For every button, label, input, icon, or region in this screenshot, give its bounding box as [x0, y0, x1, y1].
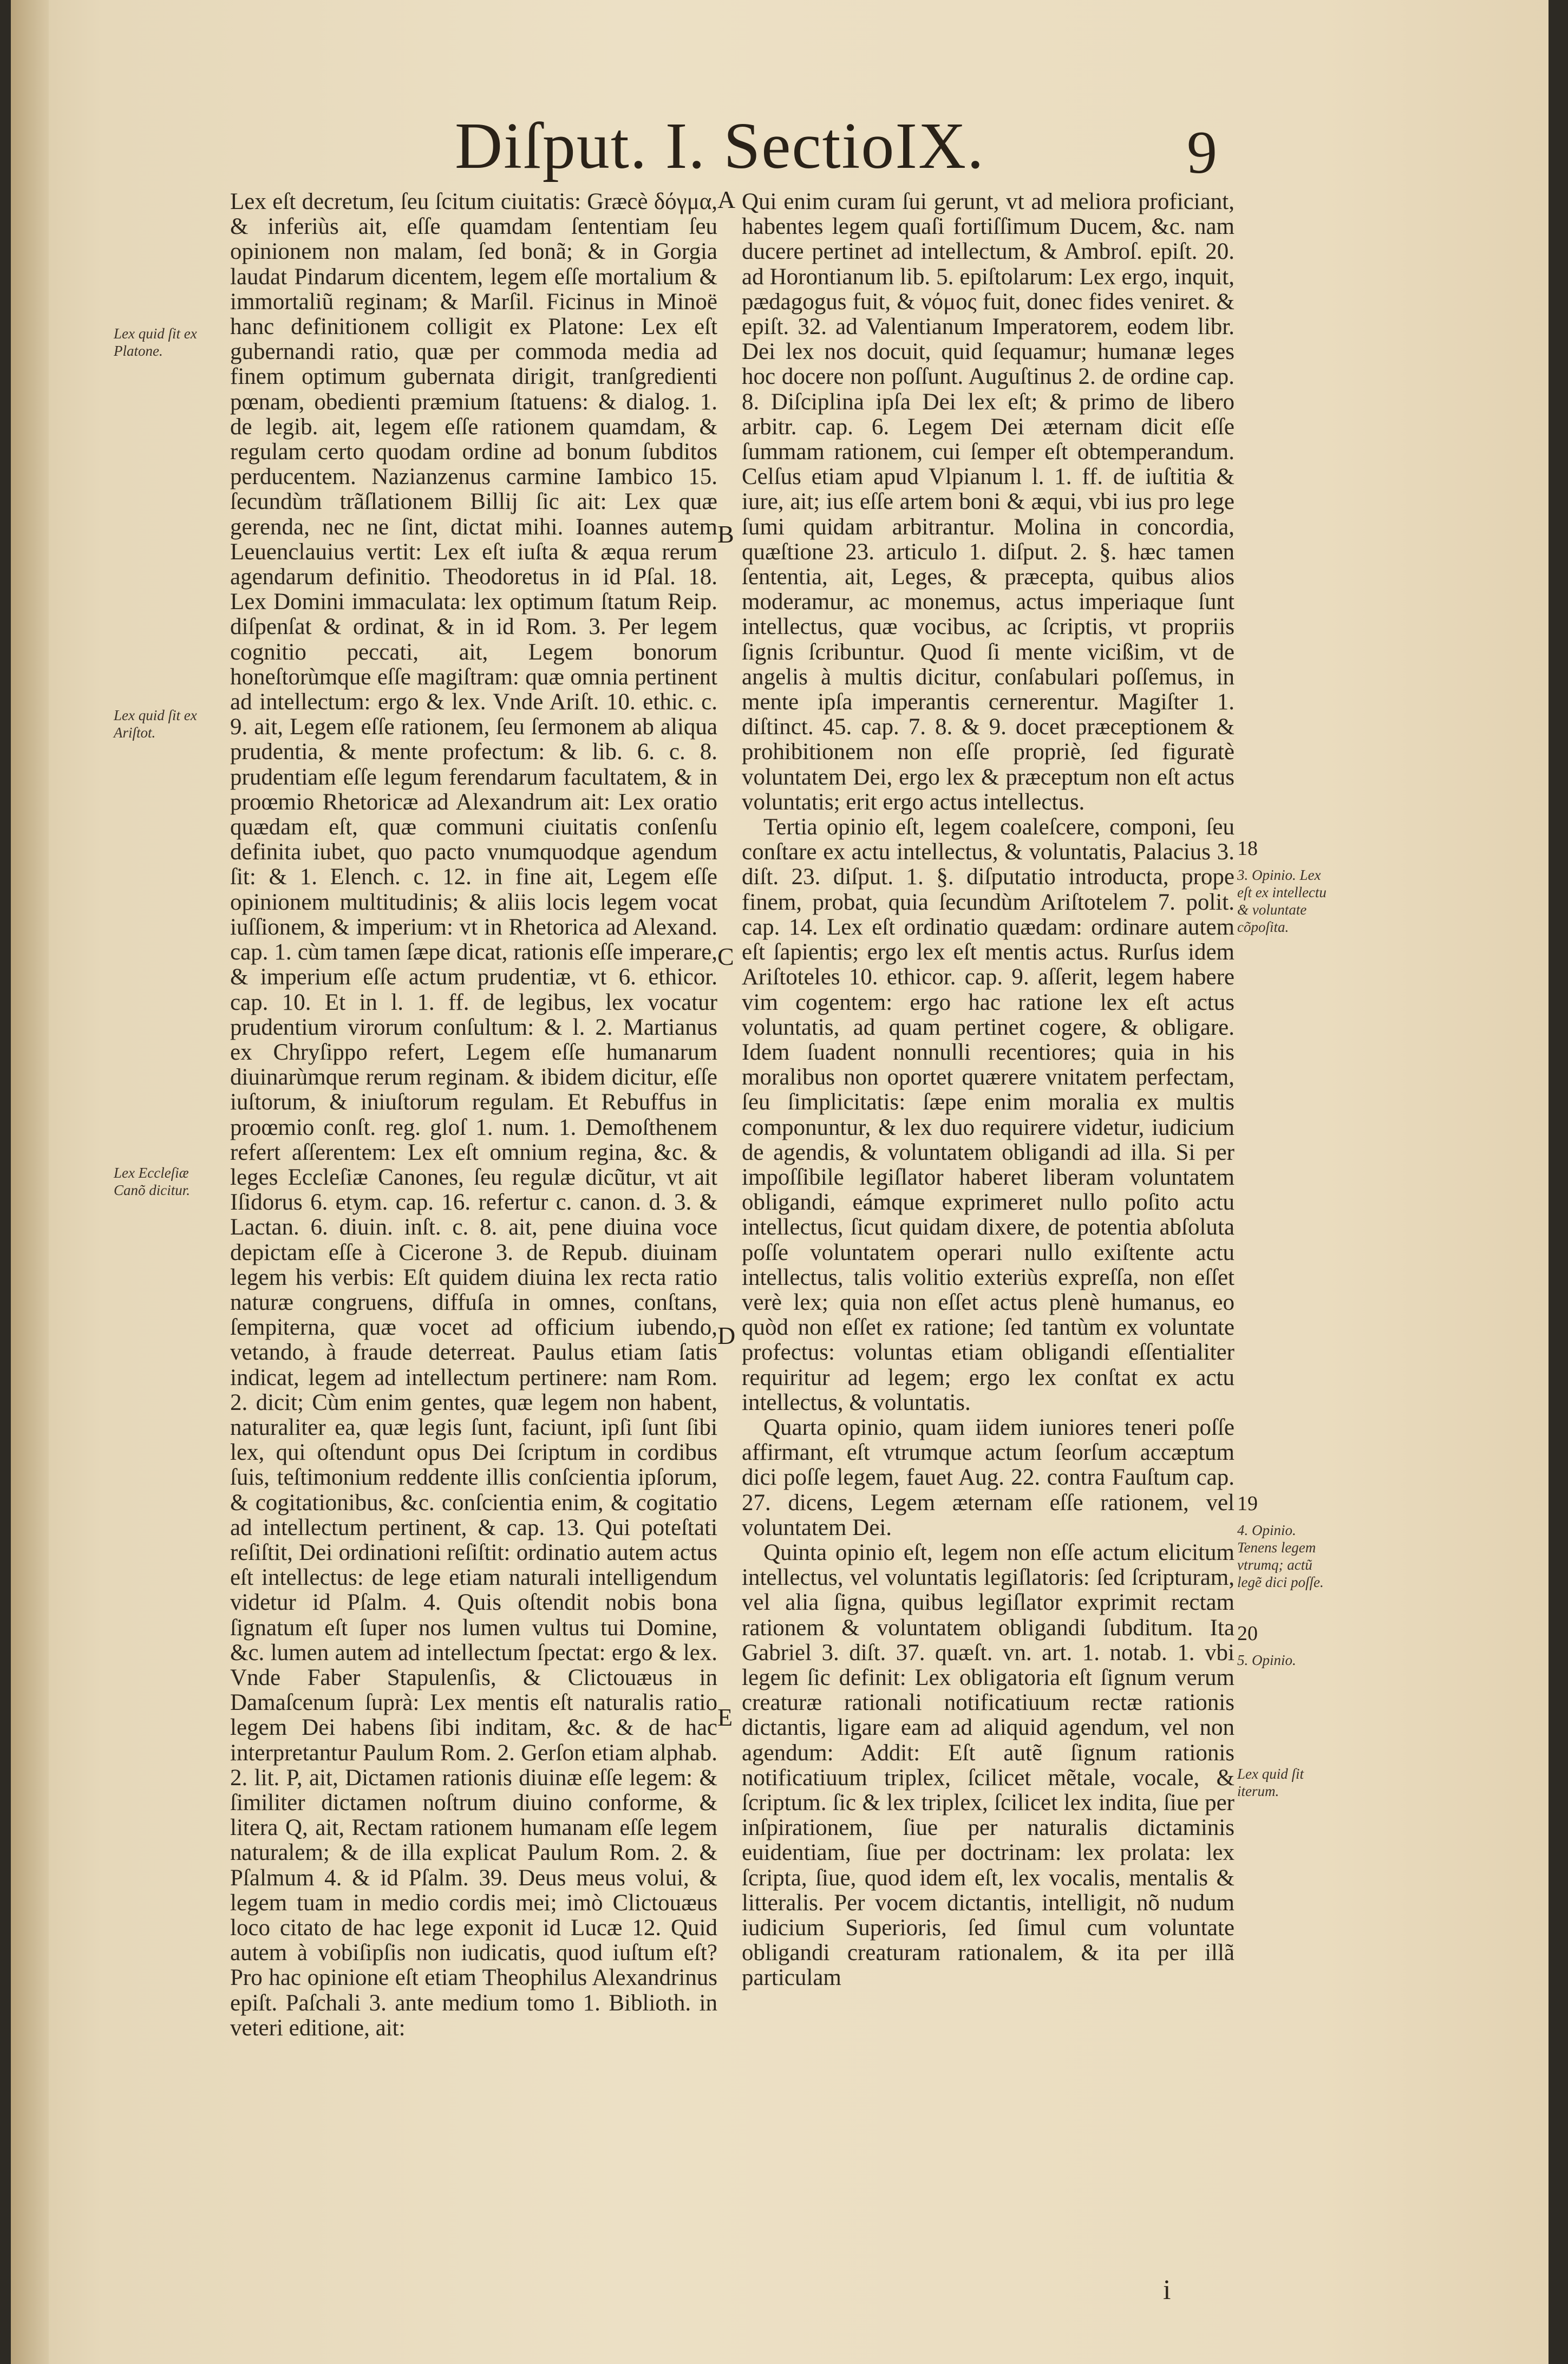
- paragraph-number: 18: [1237, 837, 1258, 860]
- margin-note: Lex quid ſit ex Ariſtot.: [114, 707, 197, 741]
- page-gutter: [11, 0, 49, 2364]
- left-text-column: [230, 190, 717, 2041]
- paragraph: Qui enim curam ſui gerunt, vt ad meliora proficiant, habentes legem quaſi fortiſſimum Ducem, &c. nam ducere pertinet ad intellectum, & Ambroſ. epiſt. 20. ad Horontianum lib. 5. epiſtolarum: Lex ergo, inquit, pædagogus fuit, & νόμος fuit, donec fides veniret. & epiſt. 32. ad Valentianum Imperatorem, eodem libr. Dei lex nos docuit, quid ſequamur; humanæ leges hoc docere non poſſunt. Auguſtinus 2. de ordine cap. 8. Diſciplina ipſa Dei lex eſt; & primo de libero arbitr. cap. 6. Legem Dei æternam dicit eſſe ſummam rationem, cui ſemper eſt obtemperandum. Celſus etiam apud Vlpianum l. 1. ff. de iuſtitia & iure, ait; ius eſſe artem boni & æqui, vbi ius pro lege ſumi quidam arbitrantur. Molina in concordia, quæſtione 23. articulo 1. diſput. 2. §. hæc tamen ſententia, ait, Leges, & præcepta, quibus alios moderamur, ac monemus, actus imperiaque ſunt intellectus, quæ vocibus, ac ſcriptis, vt propriis ſignis ſcribuntur. Quod ſi mente vicißim, vt de angelis à multis dicitur, conſabulari poſſemus, in mente ipſa imperantis cernerentur. Magiſter 1. diſtinct. 45. cap. 7. 8. & 9. docet præceptionem & prohibitionem non eſſe propriè, ſed figuratè voluntatem Dei, ergo lex & præceptum non eſt actus voluntatis; erit ergo actus intellectus.: [742, 189, 1234, 815]
- section-letter: D: [717, 1322, 736, 1349]
- paragraph: Tertia opinio eſt, legem coaleſcere, componi, ſeu conſtare ex actu intellectus, & voluntatis, Palacius 3. diſt. 23. diſput. 1. §. diſputatio introducta, prope finem, probat, quia ſecundùm Ariſtotelem 7. polit. cap. 14. Lex eſt ordinatio quædam: ordinare autem eſt ſapientis; ergo lex eſt mentis actus. Rurſus idem Ariſtoteles 10. ethicor. cap. 9. aſſerit, legem habere vim cogentem: ergo hac ratione lex eſt actus voluntatis, ad quam pertinet cogere, & obligare. Idem ſuadent nonnulli recentiores; quia in his moralibus non oportet quærere vnitatem perfectam, ſeu ſimplicitatis: ſæpe enim moralia ex multis componuntur, & lex duo requirere videtur, iudicium de agendis, & voluntatem obligandi ad illa. Si per impoſſibile legiſlator haberet liberam voluntatem obligandi, eámque exprimeret nullo poſito actu intellectus, ſicut quidam dixere, de potentia abſoluta poſſe voluntatem operari nullo exiſtente actu intellectus, talis volitio exteriùs expreſſa, non eſſet verè lex; quia non eſſet actus plenè humanus, eo quòd non eſſet ex ratione; ſed tantùm ex voluntate profectus: voluntas etiam obligandi eſſentialiter requiritur ad legem; ergo lex conſtat ex actu intellectus, & voluntatis.: [742, 814, 1234, 1415]
- page-number: 9: [1187, 119, 1217, 186]
- signature-mark: i: [1163, 2275, 1171, 2306]
- paragraph: Quinta opinio eſt, legem non eſſe actum elicitum intellectus, vel voluntatis legiſlatoris: ſed ſcripturam, vel alia ſigna, quibus legiſlator exprimit rectam rationem & voluntatem obligandi ſubditum. Ita Gabriel 3. diſt. 37. quæſt. vn. art. 1. notab. 1. vbi legem ſic definit: Lex obligatoria eſt ſignum verum creaturæ rationali notificatiuum rectæ rationis dictantis, ligare eam ad aliquid agendum, vel non agendum: Addit: Eſt autẽ ſignum rationis notificatiuum triplex, ſcilicet mẽtale, vocale, & ſcriptum. ſic & lex triplex, ſcilicet lex indita, ſiue per inſpirationem, ſiue per naturalis dictaminis euidentiam, ſiue per doctrinam: lex prolata: lex ſcripta, ſiue, quod idem eſt, lex vocalis, mentalis & litteralis. Per vocem dictantis, intelligit, nõ nudum iudicium Superioris, ſed ſimul cum voluntate obligandi creaturam rationalem, & ita per illã particulam: [742, 1539, 1234, 1991]
- paragraph: Lex eſt decretum, ſeu ſcitum ciuitatis: Græcè δόγμα, & inferiùs ait, eſſe quamdam ſententiam ſeu opinionem non malam, ſed bonã; & in Gorgia laudat Pindarum dicentem, legem eſſe mortalium & immortaliũ reginam; & Marſil. Ficinus in Minoë hanc definitionem colligit ex Platone: Lex eſt gubernandi ratio, quæ per commoda media ad finem optimum gubernata dirigit, tranſgredienti pœnam, obedienti præmium ſtatuens: & dialog. 1. de legib. ait, legem eſſe rationem quamdam, & regulam certo quodam ordine ad bonum ſubditos perducentem. Nazianzenus carmine Iambico 15. ſecundùm trãſlationem Billij ſic ait: Lex quæ gerenda, nec ne ſint, dictat mihi. Ioannes autem Leuenclauius vertit: Lex eſt iuſta & æqua rerum agendarum definitio. Theodoretus in id Pſal. 18. Lex Domini immaculata: lex optimum ſtatum Reip. diſpenſat & ordinat, & in id Rom. 3. Per legem cognitio peccati, ait, Legem bonorum honeſtorùmque eſſe magiſtram: quæ omnia pertinent ad intellectum: ergo & lex. Vnde Ariſt. 10. ethic. c. 9. ait, Legem eſſe rationem, ſeu ſermonem ab aliqua prudentia, & mente profectum: & lib. 6. c. 8. prudentiam eſſe legum ferendarum facultatem, & in proœmio Rhetoricæ ad Alexandrum ait: Lex oratio quædam eſt, quæ communi ciuitatis conſenſu definita iubet, quo pacto vnumquodque agendum ſit: & 1. Elench. c. 12. in fine ait, Legem eſſe opinionem multitudinis; & aliis locis legem vocat iuſſionem, & imperium: vt in Rhetorica ad Alexand. cap. 1. cùm tamen ſæpe dicat, rationis eſſe imperare, & imperium eſſe actum prudentiæ, vt 6. ethicor. cap. 10. Et in l. 1. ff. de legibus, lex vocatur prudentium virorum conſultum: & l. 2. Martianus ex Chryſippo refert, Legem eſſe humanarum diuinarùmque rerum reginam. & ibidem dicitur, eſſe iuſtorum, & iniuſtorum regulam. Et Rebuffus in proœmio conſt. reg. gloſ 1. num. 1. Demoſthenem refert aſſerentem: Lex eſt omnium regina, &c. & leges Eccleſiæ Canones, ſeu regulæ dicũtur, vt ait Iſidorus 6. etym. cap. 16. refertur c. canon. d. 3. & Lactan. 6. diuin. inſt. c. 8. ait, pene diuina voce depictam eſſe à Cicerone 3. de Repub. diuinam legem his verbis: Eſt quidem diuina lex recta ratio naturæ congruens, diffuſa in omnes, conſtans, ſempiterna, quæ vocet ad officium iubendo, vetando, à fraude deterreat. Paulus etiam ſatis indicat, legem ad intellectum pertinere: nam Rom. 2. dicit; Cùm enim gentes, quæ legem non habent, naturaliter ea, quæ legis ſunt, faciunt, ipſi ſunt ſibi lex, qui oſtendunt opus Dei ſcriptum in cordibus ſuis, teſtimonium reddente illis conſcientia ipſorum, & cogitationibus, &c. conſcientia enim, & cogitatio ad intellectum pertinent, & cap. 13. Qui poteſtati reſiſtit, Dei ordinationi reſiſtit: ordinatio autem actus eſt intellectus: de lege etiam naturali intelligendum videtur id Pſalm. 4. Quis oſtendit nobis bona ſignatum eſt ſuper nos lumen vultus tui Domine, &c. lumen autem ad intellectum ſpectat: ergo & lex. Vnde Faber Stapulenſis, & Clictouæus in Damaſcenum ſuprà: Lex mentis eſt naturalis ratio legem Dei habens ſibi inditam, &c. & de hac interpretantur Paulum Rom. 2. Gerſon etiam alphab. 2. lit. P, ait, Dictamen rationis diuinæ eſſe legem: & ſimiliter dictamen noſtrum diuino conforme, & litera Q, ait, Rectam rationem humanam eſſe legem naturalem; & de illa explicat Paulum Rom. 2. & Pſalmum 4. & id Pſalm. 39. Deus meus volui, & legem tuam in medio cordis mei; imò Clictouæus loco citato de hac lege exponit id Lucæ 12. Quid autem à vobiſipſis non iudicatis, quod iuſtum eſt? Pro hac opinione eſt etiam Theophilus Alexandrinus epiſt. Paſchali 3. ante medium tomo 1. Biblioth. in veteri editione, ait:: [230, 189, 717, 2041]
- section-letter: A: [717, 186, 736, 213]
- paragraph-number: 19: [1237, 1492, 1258, 1515]
- right-text-column: [742, 190, 1234, 1991]
- book-page: [11, 0, 1549, 2364]
- section-letter: C: [717, 943, 734, 970]
- paragraph: Quarta opinio, quam iidem iuniores teneri poſſe affirmant, eſt vtrumque actum ſeorſum accæptum dici poſſe legem, fauet Aug. 22. contra Fauſtum cap. 27. dicens, Legem æternam eſſe rationem, vel voluntatem Dei.: [742, 1414, 1234, 1540]
- margin-note: 4. Opinio. Tenens legem vtrumq; actũ legẽ dici poſſe.: [1237, 1522, 1324, 1590]
- section-letter: E: [717, 1703, 733, 1731]
- margin-note: Lex quid ſit ex Platone.: [114, 325, 197, 359]
- section-letter: B: [717, 520, 734, 548]
- margin-note: Lex Eccleſiæ Canõ dicitur.: [114, 1165, 191, 1198]
- margin-note: 5. Opinio.: [1237, 1652, 1296, 1668]
- running-header: Diſput. I. SectioIX.: [455, 109, 985, 182]
- margin-note: Lex quid ſit iterum.: [1237, 1766, 1304, 1799]
- margin-note: 3. Opinio. Lex eſt ex intellectu & voluntate cõpoſita.: [1237, 867, 1327, 935]
- paragraph-number: 20: [1237, 1622, 1258, 1645]
